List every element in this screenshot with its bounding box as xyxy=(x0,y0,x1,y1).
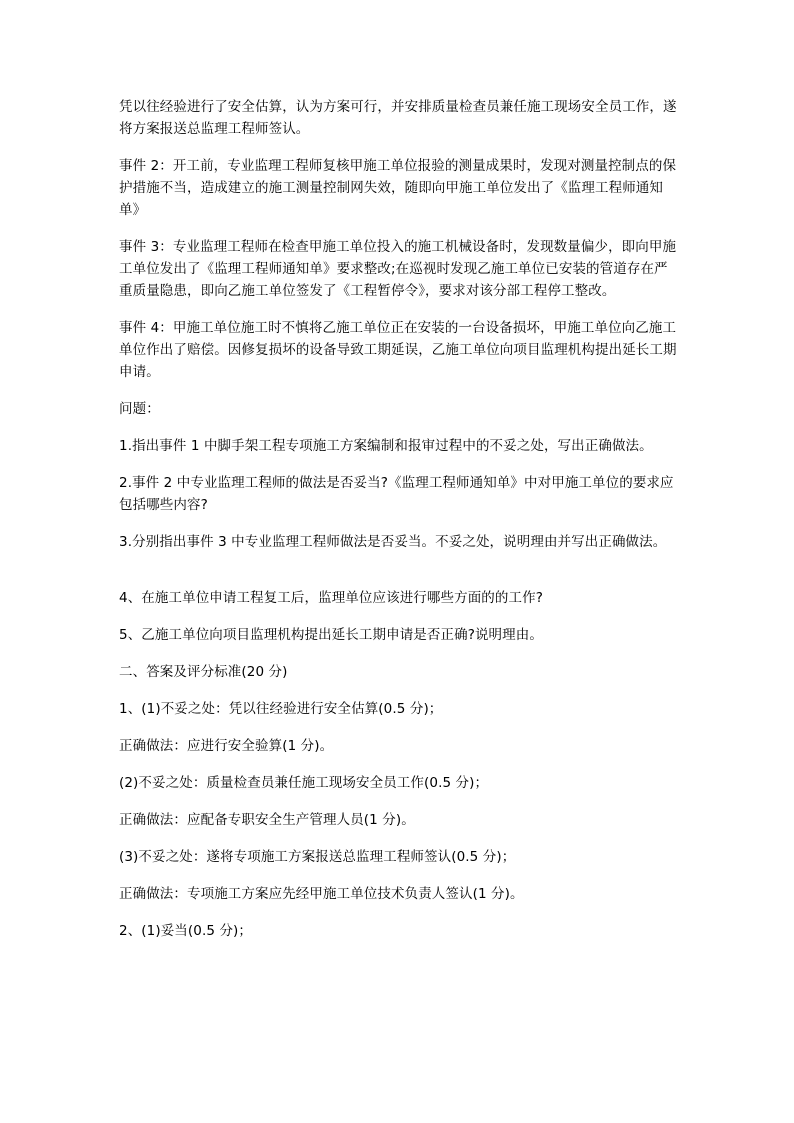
answer-1-item-2: (2)不妥之处：质量检查员兼任施工现场安全员工作(0.5 分)； xyxy=(119,775,489,791)
question-2: 2.事件 2 中专业监理工程师的做法是否妥当?《监理工程师通知单》中对甲施工单位的要求应包括哪些内容? xyxy=(119,475,674,513)
question-3: 3.分别指出事件 3 中专业监理工程师做法是否妥当。不妥之处，说明理由并写出正确做法。 xyxy=(119,534,667,550)
document-body xyxy=(119,96,679,942)
answer-1-fix-2: 正确做法：应配备专职安全生产管理人员(1 分)。 xyxy=(119,812,415,828)
answer-1-fix-1: 正确做法：应进行安全验算(1 分)。 xyxy=(119,738,334,754)
paragraph-event-1-continued: 凭以往经验进行了安全估算，认为方案可行，并安排质量检查员兼任施工现场安全员工作，遂将方案报送总监理工程师签认。 xyxy=(119,99,677,137)
paragraph-event-4: 事件 4：甲施工单位施工时不慎将乙施工单位正在安装的一台设备损坏，甲施工单位向乙施工单位作出了赔偿。因修复损坏的设备导致工期延误，乙施工单位向项目监理机构提出延长工期申请。 xyxy=(119,320,677,380)
answers-heading: 二、答案及评分标准(20 分) xyxy=(119,664,288,680)
answer-1-fix-3: 正确做法：专项施工方案应先经甲施工单位技术负责人签认(1 分)。 xyxy=(119,886,524,902)
question-4: 4、在施工单位申请工程复工后，监理单位应该进行哪些方面的的工作? xyxy=(119,590,543,606)
answer-1-item-3: (3)不妥之处：遂将专项施工方案报送总监理工程师签认(0.5 分)； xyxy=(119,849,516,865)
questions-heading: 问题： xyxy=(119,401,160,417)
question-5: 5、乙施工单位向项目监理机构提出延长工期申请是否正确?说明理由。 xyxy=(119,627,543,643)
answer-1-item-1: 1、(1)不妥之处：凭以往经验进行安全估算(0.5 分)； xyxy=(119,701,443,717)
paragraph-event-2: 事件 2：开工前，专业监理工程师复核甲施工单位报验的测量成果时，发现对测量控制点的保护措施不当，造成建立的施工测量控制网失效，随即向甲施工单位发出了《监理工程师通知单》 xyxy=(119,158,677,218)
paragraph-event-3: 事件 3：专业监理工程师在检查甲施工单位投入的施工机械设备时，发现数量偏少，即向甲施工单位发出了《监理工程师通知单》要求整改;在巡视时发现乙施工单位已安装的管道存在严重质量隐患，即向乙施工单位签发了《工程暂停令》，要求对该分部工程停工整改。 xyxy=(119,239,677,299)
answer-2-item-1: 2、(1)妥当(0.5 分)； xyxy=(119,923,253,939)
question-1: 1.指出事件 1 中脚手架工程专项施工方案编制和报审过程中的不妥之处，写出正确做法。 xyxy=(119,438,653,454)
